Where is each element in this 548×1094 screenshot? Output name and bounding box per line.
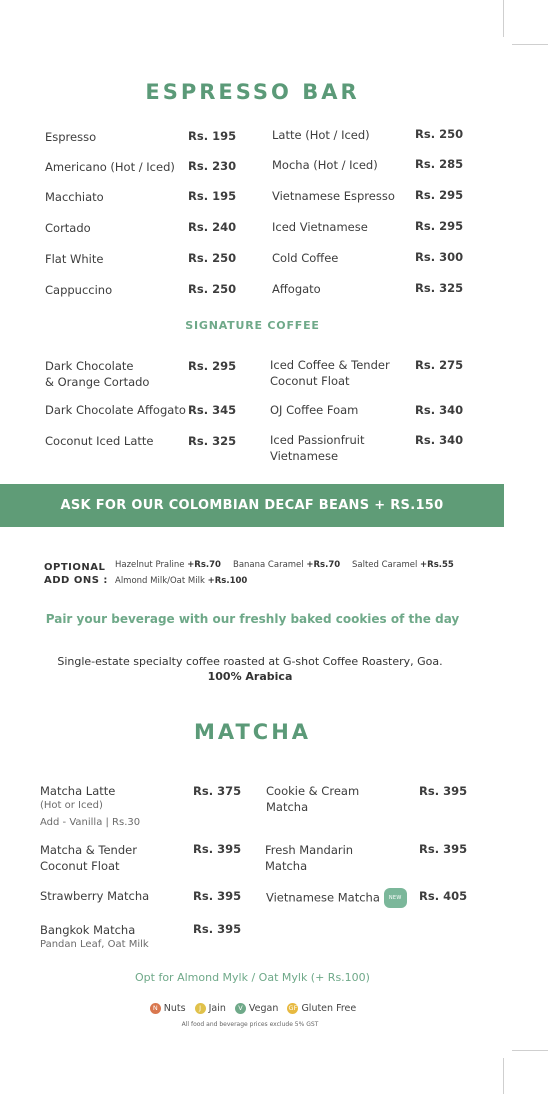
menu-item-price: Rs. 395 — [193, 889, 242, 903]
menu-item-name — [266, 783, 359, 815]
addon-name: Hazelnut Praline — [115, 560, 185, 570]
menu-item-name — [266, 888, 407, 908]
addon-name: Almond Milk/Oat Milk — [115, 576, 205, 586]
menu-item-name: Macchiato — [45, 190, 104, 204]
menu-item-price: Rs. 195 — [188, 129, 237, 143]
gluten-free-icon: GF — [288, 1004, 298, 1012]
menu-item-name: OJ Coffee Foam — [270, 403, 359, 417]
vegan-icon: V — [235, 1003, 246, 1014]
menu-item-name: Americano (Hot / Iced) — [45, 160, 175, 174]
menu-item-price: Rs. 295 — [415, 188, 464, 202]
menu-item-price: Rs. 230 — [188, 159, 237, 173]
crop-mark — [503, 1058, 504, 1094]
menu-item-price: Rs. 275 — [415, 358, 464, 372]
menu-item-price: Rs. 195 — [188, 189, 237, 203]
addons-label-line: ADD ONS : — [44, 575, 108, 586]
item-line: Vietnamese — [270, 449, 339, 463]
menu-item-price: Rs. 395 — [193, 842, 242, 856]
item-line: Coconut Float — [40, 859, 120, 873]
item-line: Iced Coffee & Tender — [270, 358, 390, 372]
legend-label: Nuts — [163, 1003, 186, 1014]
menu-item-name: Vietnamese Espresso — [272, 189, 395, 203]
crop-mark — [512, 44, 548, 45]
item-line: Dark Chocolate — [45, 359, 134, 373]
item-line: Cookie & Cream — [266, 784, 360, 798]
item-sub: Pandan Leaf, Oat Milk — [40, 939, 149, 950]
menu-item-name: Iced Vietnamese — [272, 220, 368, 234]
addon-price: +Rs.70 — [306, 560, 341, 570]
menu-item-name — [45, 358, 149, 390]
roast-text: Single-estate specialty coffee roasted at G-shot Coffee Roastery, Goa. — [57, 655, 443, 668]
legend-label: Vegan — [248, 1003, 279, 1014]
menu-item-price: Rs. 295 — [188, 359, 237, 373]
menu-item-price: Rs. 325 — [415, 281, 464, 295]
addons-label-line: OPTIONAL — [44, 562, 106, 573]
menu-item-name: Cortado — [45, 221, 91, 235]
item-line: Vietnamese Matcha — [266, 890, 380, 905]
item-line: Matcha & Tender — [40, 843, 137, 857]
item-line: Matcha — [265, 859, 308, 873]
menu-item-name — [270, 432, 364, 464]
menu-item-price: Rs. 325 — [188, 434, 237, 448]
menu-item-price: Rs. 250 — [188, 282, 237, 296]
addon-item — [115, 560, 221, 570]
item-sub: Add - Vanilla | Rs.30 — [40, 817, 141, 828]
item-sub: (Hot or Iced) — [40, 800, 103, 811]
addon-price: +Rs.55 — [420, 560, 454, 570]
menu-item-price: Rs. 285 — [415, 157, 464, 171]
menu-item-price: Rs. 300 — [415, 250, 464, 264]
item-line: Iced Passionfruit — [270, 433, 365, 447]
menu-item-name: Cold Coffee — [272, 251, 339, 265]
arabica-text: 100% Arabica — [207, 670, 293, 683]
new-badge: NEW — [384, 888, 407, 908]
menu-item-name — [270, 357, 390, 389]
gst-footnote: All food and beverage prices exclude 5% GST — [181, 1021, 319, 1028]
item-line: Matcha — [266, 800, 309, 814]
legend-label: Gluten Free — [301, 1003, 357, 1014]
addon-price: +Rs.70 — [187, 560, 221, 570]
addon-price: +Rs.100 — [207, 576, 248, 586]
crop-mark — [503, 0, 504, 37]
legend-label: Jain — [208, 1003, 226, 1014]
espresso-heading: ESPRESSO BAR — [145, 80, 360, 104]
decaf-banner: ASK FOR OUR COLOMBIAN DECAF BEANS + RS.150 — [0, 484, 504, 527]
menu-item-price: Rs. 375 — [193, 784, 242, 798]
menu-item-name: Strawberry Matcha — [40, 889, 150, 903]
menu-item-price: Rs. 395 — [193, 922, 242, 936]
menu-item-name — [40, 922, 149, 951]
jain-icon: J — [195, 1003, 206, 1014]
addon-item — [352, 560, 454, 570]
menu-item-price: Rs. 240 — [188, 220, 237, 234]
item-line: & Orange Cortado — [45, 375, 150, 389]
menu-item-name: Flat White — [45, 252, 104, 266]
item-line: Matcha Latte — [40, 784, 116, 798]
menu-item-name: Coconut Iced Latte — [45, 434, 154, 448]
item-line: Coconut Float — [270, 374, 350, 388]
menu-item-price: Rs. 250 — [188, 251, 237, 265]
crop-mark — [512, 1050, 548, 1051]
dietary-legend — [0, 1003, 500, 1014]
opt-mylk-text: Opt for Almond Mylk / Oat Mylk (+ Rs.100) — [135, 971, 370, 984]
menu-item-name: Affogato — [272, 282, 321, 296]
menu-item-price: Rs. 345 — [188, 403, 237, 417]
addon-name: Salted Caramel — [352, 560, 418, 570]
menu-item-name — [40, 842, 137, 874]
matcha-heading: MATCHA — [193, 720, 312, 744]
menu-item-name: Mocha (Hot / Iced) — [272, 158, 378, 172]
addon-name: Banana Caramel — [233, 560, 304, 570]
menu-item-price: Rs. 340 — [415, 403, 464, 417]
menu-item-price: Rs. 340 — [415, 433, 464, 447]
menu-item-name: Latte (Hot / Iced) — [272, 128, 370, 142]
item-line: Fresh Mandarin — [265, 843, 354, 857]
nuts-icon: N — [150, 1003, 161, 1014]
menu-item-price: Rs. 295 — [415, 219, 464, 233]
menu-item-name: Cappuccino — [45, 283, 113, 297]
menu-item-price: Rs. 250 — [415, 127, 464, 141]
addon-item — [233, 560, 340, 570]
menu-item-price: Rs. 395 — [419, 784, 468, 798]
item-line: Bangkok Matcha — [40, 923, 136, 937]
menu-item-name — [265, 842, 353, 874]
menu-item-name: Dark Chocolate Affogato — [45, 403, 186, 417]
menu-item-price: Rs. 395 — [419, 842, 468, 856]
addon-item — [115, 576, 247, 586]
menu-item-name: Espresso — [45, 130, 97, 144]
menu-item-name — [40, 783, 140, 829]
menu-item-price: Rs. 405 — [419, 889, 468, 903]
addons-label — [44, 561, 108, 587]
pair-text: Pair your beverage with our freshly baked cookies of the day — [45, 612, 460, 626]
signature-heading: SIGNATURE COFFEE — [185, 319, 320, 332]
